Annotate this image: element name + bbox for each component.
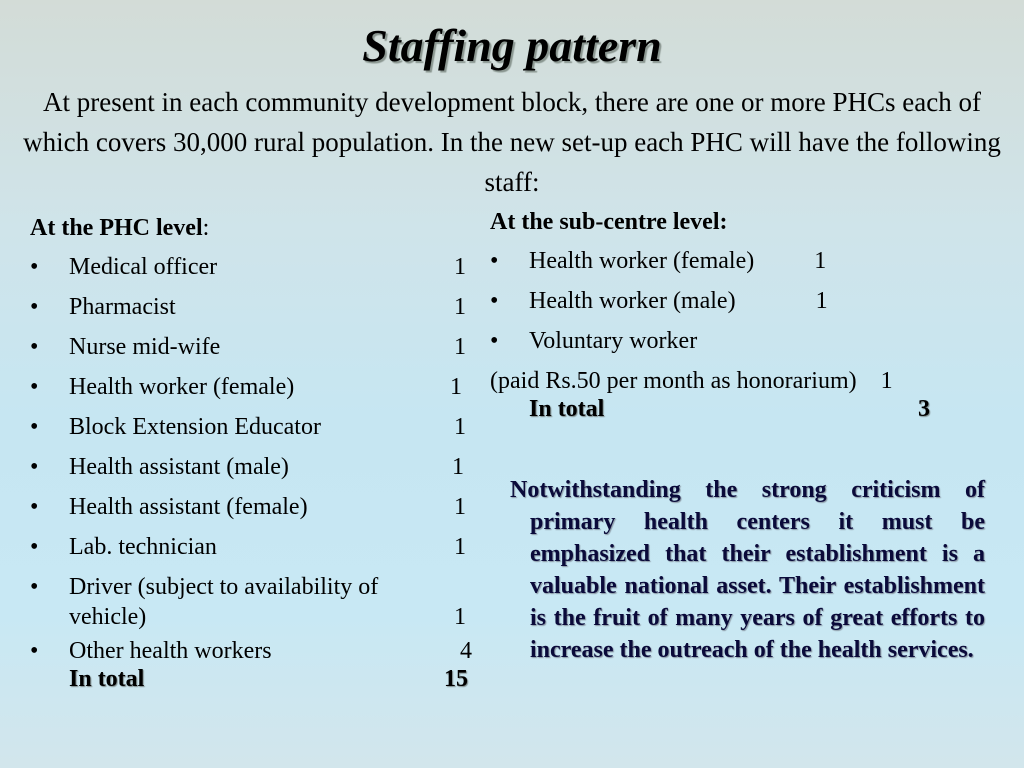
honorarium-note: [490, 362, 990, 396]
phc-staff-list: [30, 248, 470, 672]
total-label: In total: [529, 396, 605, 422]
staff-role: Health assistant (female): [69, 494, 308, 520]
bullet-icon: •: [30, 254, 39, 280]
sub-centre-total-row: [490, 394, 990, 424]
staff-role: Block Extension Educator: [69, 414, 321, 440]
bullet-icon: •: [30, 454, 39, 480]
staff-role: Medical officer: [69, 254, 218, 280]
list-item: [30, 408, 470, 448]
staff-role: Other health workers: [69, 638, 272, 664]
list-item: [30, 632, 470, 672]
staff-count: 4: [460, 638, 472, 664]
staff-count: 1: [815, 288, 828, 314]
staff-role: Pharmacist: [69, 294, 176, 320]
bullet-icon: •: [30, 534, 39, 560]
phc-heading-text: At the PHC level: [30, 215, 203, 241]
phc-level-heading: [30, 208, 470, 248]
bullet-icon: •: [30, 374, 39, 400]
staff-count: 1: [454, 604, 466, 630]
staff-count: 1: [450, 374, 462, 400]
bullet-icon: •: [30, 414, 39, 440]
bullet-icon: •: [490, 288, 499, 314]
staff-role: Driver (subject to availability of: [69, 574, 379, 600]
list-item: [30, 328, 470, 368]
phc-heading-colon: :: [202, 215, 210, 241]
staff-count: 1: [454, 254, 466, 280]
sub-centre-section: [490, 202, 990, 424]
staff-count: 1: [454, 334, 466, 360]
bullet-icon: •: [30, 494, 39, 520]
sub-centre-heading: At the sub-centre level:: [490, 209, 728, 235]
staff-count: 1: [814, 248, 827, 274]
list-item: [490, 242, 990, 282]
staff-role-continued: vehicle): [69, 604, 147, 630]
bullet-icon: •: [30, 294, 39, 320]
staff-role: Health worker (male): [529, 288, 736, 314]
slide-title: Staffing pattern: [362, 20, 662, 71]
list-item: [490, 282, 990, 322]
staff-role: Lab. technician: [69, 534, 217, 560]
staff-count: 1: [454, 414, 466, 440]
phc-level-section: [30, 208, 470, 694]
bullet-icon: •: [490, 328, 499, 354]
honorarium-text: (paid Rs.50 per month as honorarium): [490, 368, 857, 394]
sub-centre-staff-list: [490, 242, 990, 362]
list-item: [30, 368, 470, 408]
list-item: [30, 568, 470, 632]
staff-count: 1: [454, 294, 466, 320]
intro-paragraph: At present in each community development block, there are one or more PHCs each of which covers 30,000 rural population. In the new set-up each PHC will have the following staff:: [23, 87, 1001, 197]
staff-role: Health assistant (male): [69, 454, 289, 480]
staff-role: Health worker (female): [69, 374, 295, 400]
bullet-icon: •: [30, 574, 39, 600]
staff-count: 1: [454, 494, 466, 520]
total-value: 15: [444, 666, 468, 692]
list-item: [30, 528, 470, 568]
total-value: 3: [918, 396, 930, 422]
list-item: [30, 448, 470, 488]
bullet-icon: •: [30, 638, 39, 664]
criticism-note: Notwithstanding the strong criticism of primary health centers it must be emphasized that their establishment is a valuable national asset. Their establishment is the fruit of many years of great efforts to increase the outreach of the health services.: [510, 477, 985, 663]
honorarium-count: 1: [880, 368, 893, 394]
staff-count: 1: [452, 454, 464, 480]
list-item: [30, 288, 470, 328]
list-item: [490, 322, 990, 362]
staff-role: Nurse mid-wife: [69, 334, 221, 360]
list-item: [30, 488, 470, 528]
total-label: In total: [69, 666, 145, 692]
staff-count: 1: [454, 534, 466, 560]
list-item: [30, 248, 470, 288]
bullet-icon: •: [490, 248, 499, 274]
staff-role: Health worker (female): [529, 248, 755, 274]
staff-role: Voluntary worker: [529, 328, 698, 354]
bullet-icon: •: [30, 334, 39, 360]
